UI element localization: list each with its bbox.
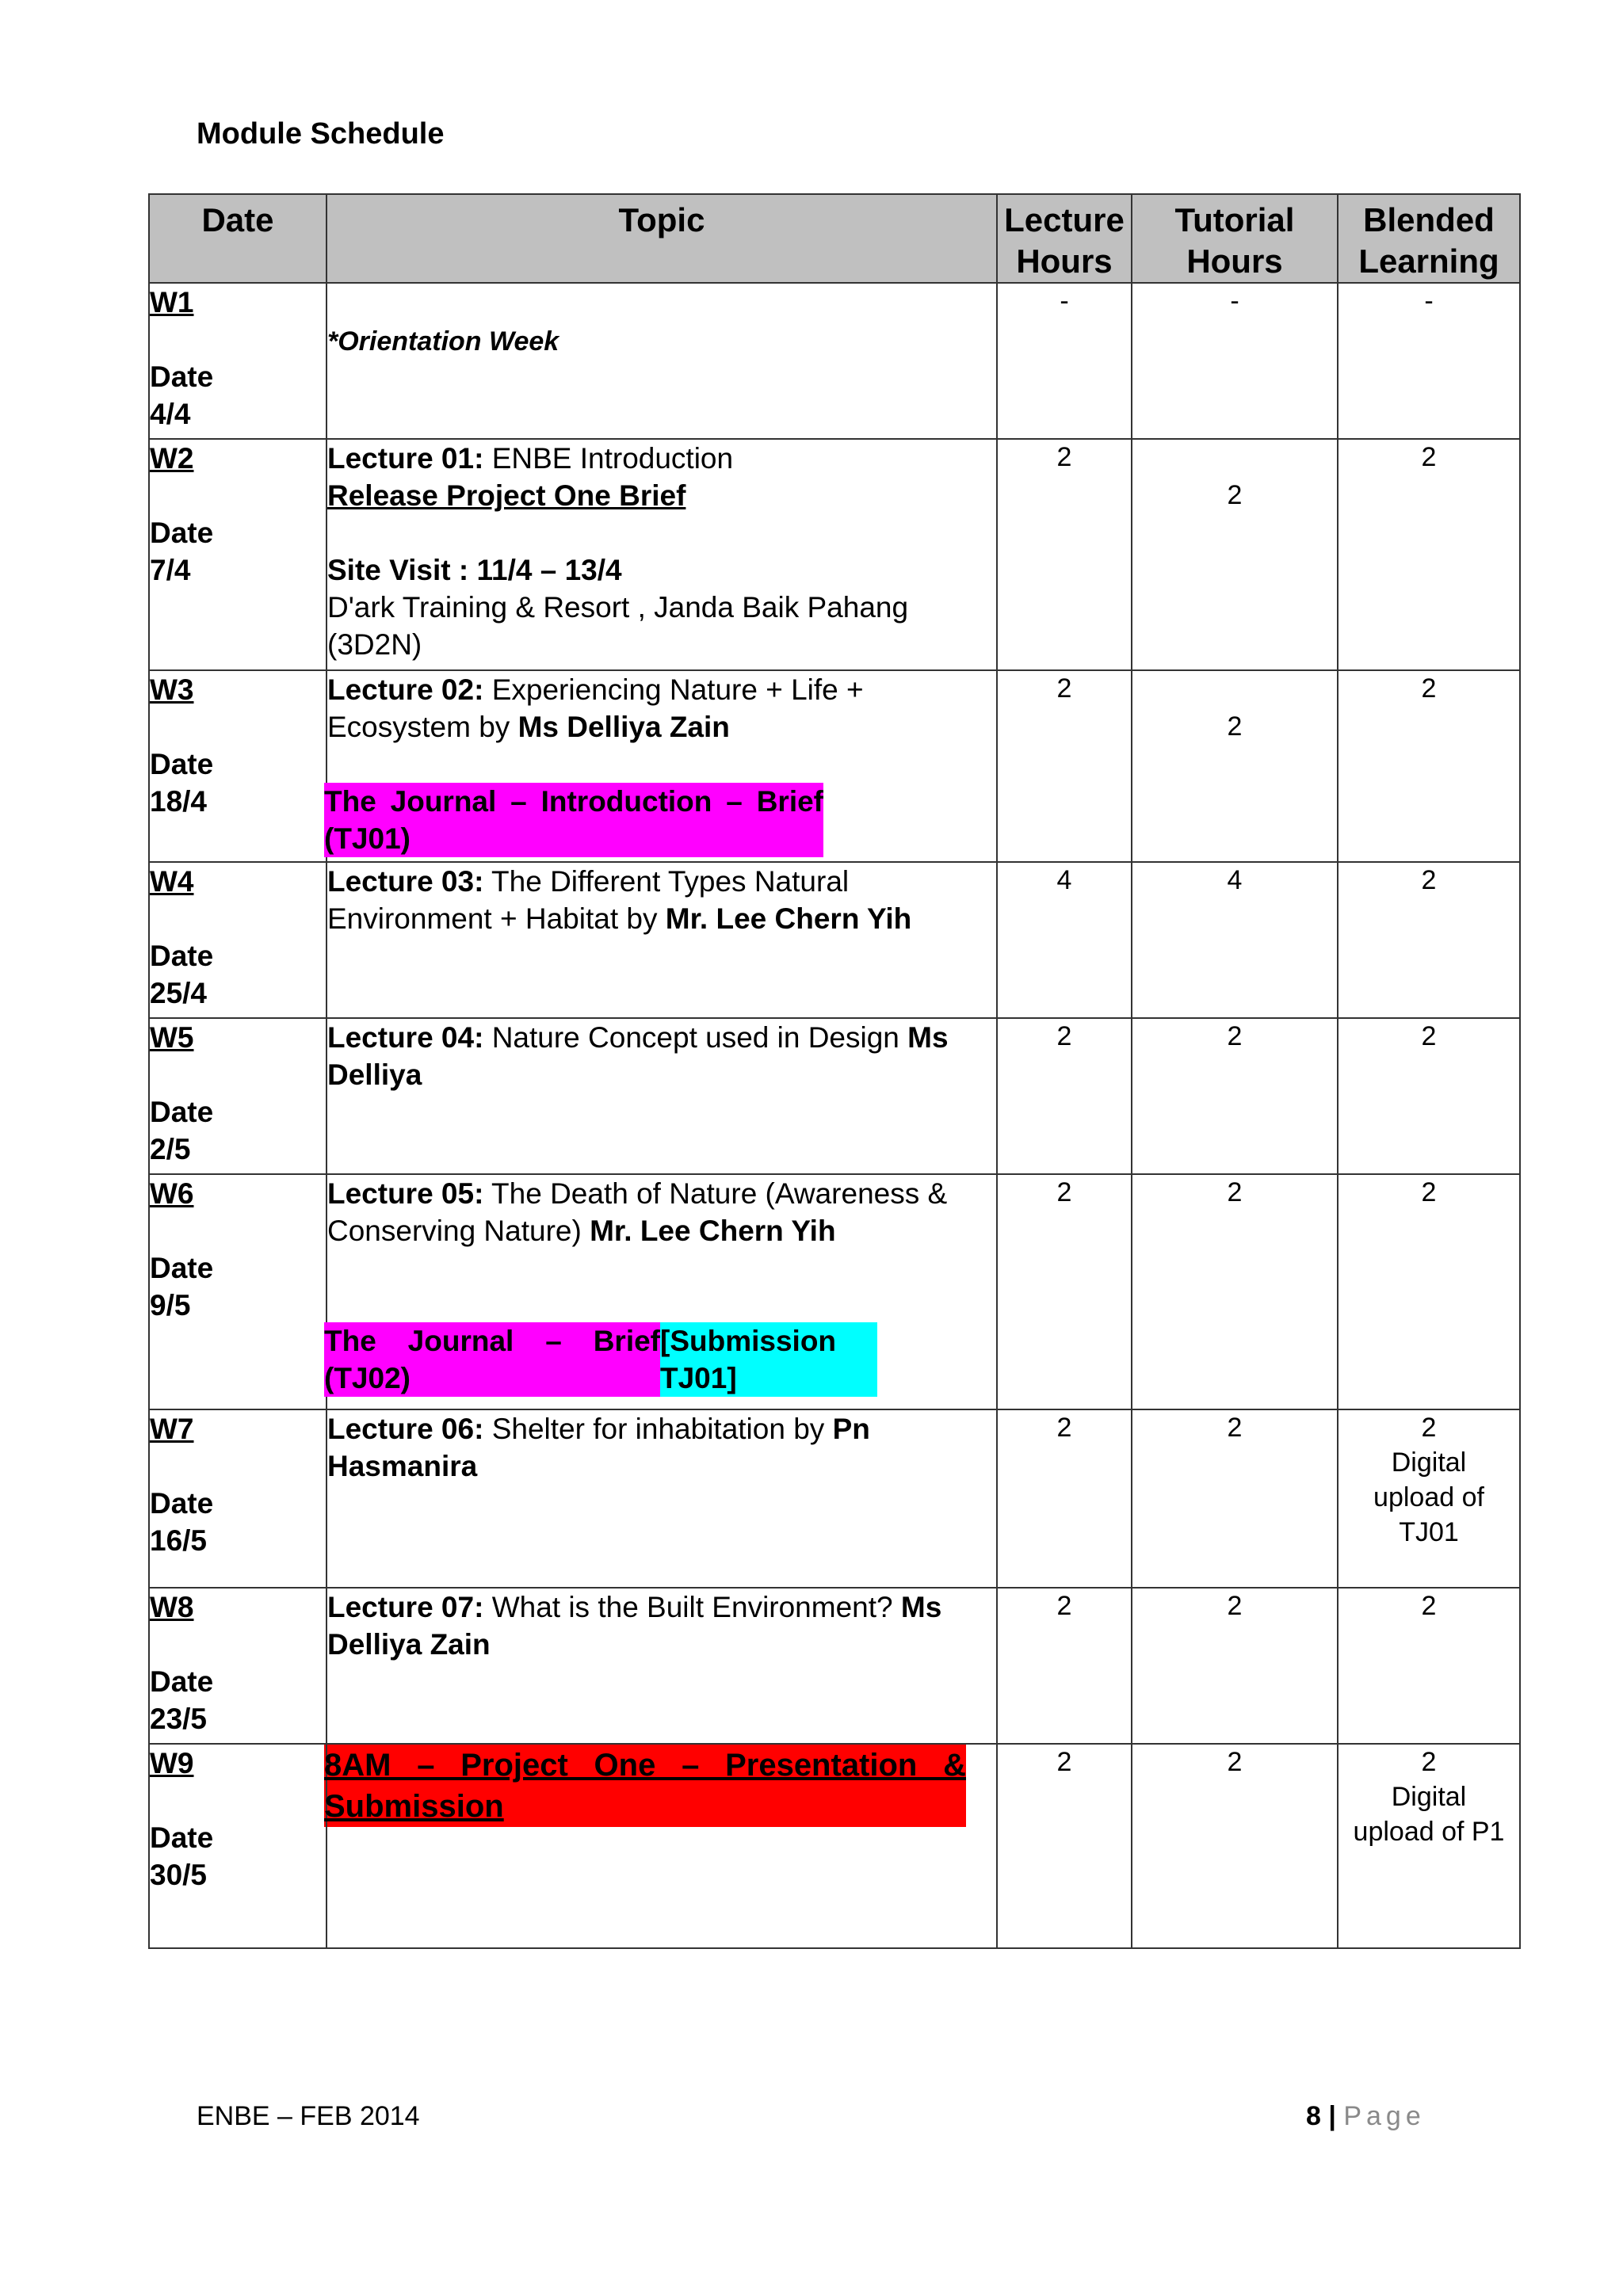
date-cell (149, 1588, 327, 1744)
header-blended-learning: Blended Learning (1338, 194, 1520, 283)
table-row-w6 (149, 1174, 1520, 1409)
blended-learning: 2 (1338, 1018, 1520, 1174)
date-value: 30/5 (150, 1859, 208, 1891)
lecture-line: Lecture 01: ENBE Introduction (327, 442, 734, 475)
header-date: Date (149, 194, 327, 283)
date-value: 2/5 (150, 1133, 191, 1165)
release-brief-link: Release Project One Brief (327, 479, 686, 512)
journal-brief-highlight: The Journal – Introduction – Brief (TJ01) (324, 783, 823, 857)
topic-cell (324, 1744, 997, 1948)
date-cell (149, 283, 327, 439)
date-label: Date (150, 1487, 214, 1520)
date-cell (149, 1409, 327, 1588)
header-row (149, 194, 1520, 283)
journal-brief-tj02-highlight: The Journal – Brief (TJ02) (324, 1322, 660, 1397)
lecture-hours: 2 (997, 439, 1132, 670)
lecture-line: Lecture 04: Nature Concept used in Design Ms Delliya (327, 1021, 949, 1091)
topic-cell (327, 1588, 997, 1744)
week-label: W6 (150, 1177, 194, 1210)
topic-cell (324, 1174, 997, 1409)
blended-learning: 2 (1338, 1588, 1520, 1744)
page-heading: Module Schedule (197, 117, 445, 151)
topic-cell (324, 670, 997, 862)
tutorial-hours: 2 (1132, 1174, 1338, 1409)
lecture-line: Lecture 05: The Death of Nature (Awareness & Conserving Nature) Mr. Lee Chern Yih (327, 1177, 948, 1247)
lecture-hours: 2 (997, 1588, 1132, 1744)
date-label: Date (150, 360, 214, 393)
table-row-w4 (149, 862, 1520, 1018)
tutorial-hours: 2 (1132, 1018, 1338, 1174)
date-value: 25/4 (150, 977, 208, 1009)
tutorial-hours: 2 (1132, 1588, 1338, 1744)
week-label: W1 (150, 286, 194, 318)
date-label: Date (150, 748, 214, 780)
topic-cell (327, 862, 997, 1018)
week-label: W5 (150, 1021, 194, 1054)
date-cell (149, 862, 327, 1018)
tutorial-hours: - (1132, 283, 1338, 439)
date-label: Date (150, 940, 214, 972)
date-value: 4/4 (150, 398, 191, 430)
tutorial-hours: 2 (1132, 1409, 1338, 1588)
week-label: W2 (150, 442, 194, 475)
blended-learning: 2 (1338, 670, 1520, 862)
date-cell (149, 1174, 327, 1409)
date-value: 23/5 (150, 1703, 208, 1735)
submission-tj01-highlight: [Submission TJ01] (660, 1322, 877, 1397)
page-number: 8 (1306, 2101, 1321, 2131)
blended-learning: 2 (1338, 439, 1520, 670)
date-cell (149, 670, 327, 862)
blended-learning: - (1338, 283, 1520, 439)
blended-note: Digital upload of P1 (1353, 1782, 1505, 1847)
blended-learning: 2 (1338, 1174, 1520, 1409)
week-label: W9 (150, 1747, 194, 1779)
footer-course-code: ENBE – FEB 2014 (197, 2101, 420, 2131)
site-visit: Site Visit : 11/4 – 13/4 (327, 554, 622, 586)
tutorial-hours: 2 (1132, 670, 1338, 862)
module-schedule-table (148, 193, 1521, 1949)
tutorial-hours: 2 (1132, 1744, 1338, 1948)
date-label: Date (150, 1252, 214, 1284)
date-value: 18/4 (150, 785, 208, 818)
lecture-hours: 2 (997, 670, 1132, 862)
week-label: W8 (150, 1591, 194, 1623)
lecture-line: Lecture 02: Experiencing Nature + Life + Ecosystem by Ms Delliya Zain (327, 673, 864, 743)
topic-orientation: *Orientation Week (327, 326, 559, 357)
table-row-w9 (149, 1744, 1520, 1948)
footer-page-number (1306, 2101, 1426, 2132)
topic-cell (327, 283, 997, 439)
header-lecture-hours: Lecture Hours (997, 194, 1132, 283)
blended-learning: 2 Digital upload of P1 (1338, 1744, 1520, 1948)
blended-learning: 2 (1338, 862, 1520, 1018)
date-cell (149, 1018, 327, 1174)
date-label: Date (150, 1665, 214, 1698)
tutorial-hours: 2 (1132, 439, 1338, 670)
topic-cell (327, 1018, 997, 1174)
table-row-w1 (149, 283, 1520, 439)
header-topic: Topic (327, 194, 997, 283)
date-value: 9/5 (150, 1289, 191, 1322)
lecture-hours: 2 (997, 1744, 1132, 1948)
lecture-hours: 4 (997, 862, 1132, 1018)
topic-cell (327, 1409, 997, 1588)
date-value: 16/5 (150, 1524, 208, 1557)
lecture-line: Lecture 06: Shelter for inhabitation by Pn Hasmanira (327, 1413, 870, 1482)
project-one-presentation-highlight: 8AM – Project One – Presentation & Submission (324, 1745, 966, 1827)
date-label: Date (150, 1821, 214, 1854)
table-row-w5 (149, 1018, 1520, 1174)
lecture-hours: 2 (997, 1174, 1132, 1409)
lecture-hours: - (997, 283, 1132, 439)
site-location: D'ark Training & Resort , Janda Baik Pahang (3D2N) (327, 591, 909, 661)
date-cell (149, 1744, 327, 1948)
table-row-w2 (149, 439, 1520, 670)
lecture-hours: 2 (997, 1409, 1132, 1588)
week-label: W3 (150, 673, 194, 706)
blended-note: Digital upload of TJ01 (1373, 1447, 1484, 1547)
date-value: 7/4 (150, 554, 191, 586)
date-label: Date (150, 1096, 214, 1128)
date-cell (149, 439, 327, 670)
table-row-w7 (149, 1409, 1520, 1588)
lecture-hours: 2 (997, 1018, 1132, 1174)
week-label: W4 (150, 865, 194, 898)
date-label: Date (150, 517, 214, 549)
lecture-line: Lecture 07: What is the Built Environment? Ms Delliya Zain (327, 1591, 942, 1661)
lecture-line: Lecture 03: The Different Types Natural Environment + Habitat by Mr. Lee Chern Yih (327, 865, 912, 935)
week-label: W7 (150, 1413, 194, 1445)
blended-learning: 2 Digital upload of TJ01 (1338, 1409, 1520, 1588)
header-tutorial-hours: Tutorial Hours (1132, 194, 1338, 283)
page-separator: | (1320, 2101, 1344, 2131)
table-row-w8 (149, 1588, 1520, 1744)
tutorial-hours: 4 (1132, 862, 1338, 1018)
table-row-w3 (149, 670, 1520, 862)
topic-cell (327, 439, 997, 670)
page-word: Page (1343, 2101, 1426, 2131)
